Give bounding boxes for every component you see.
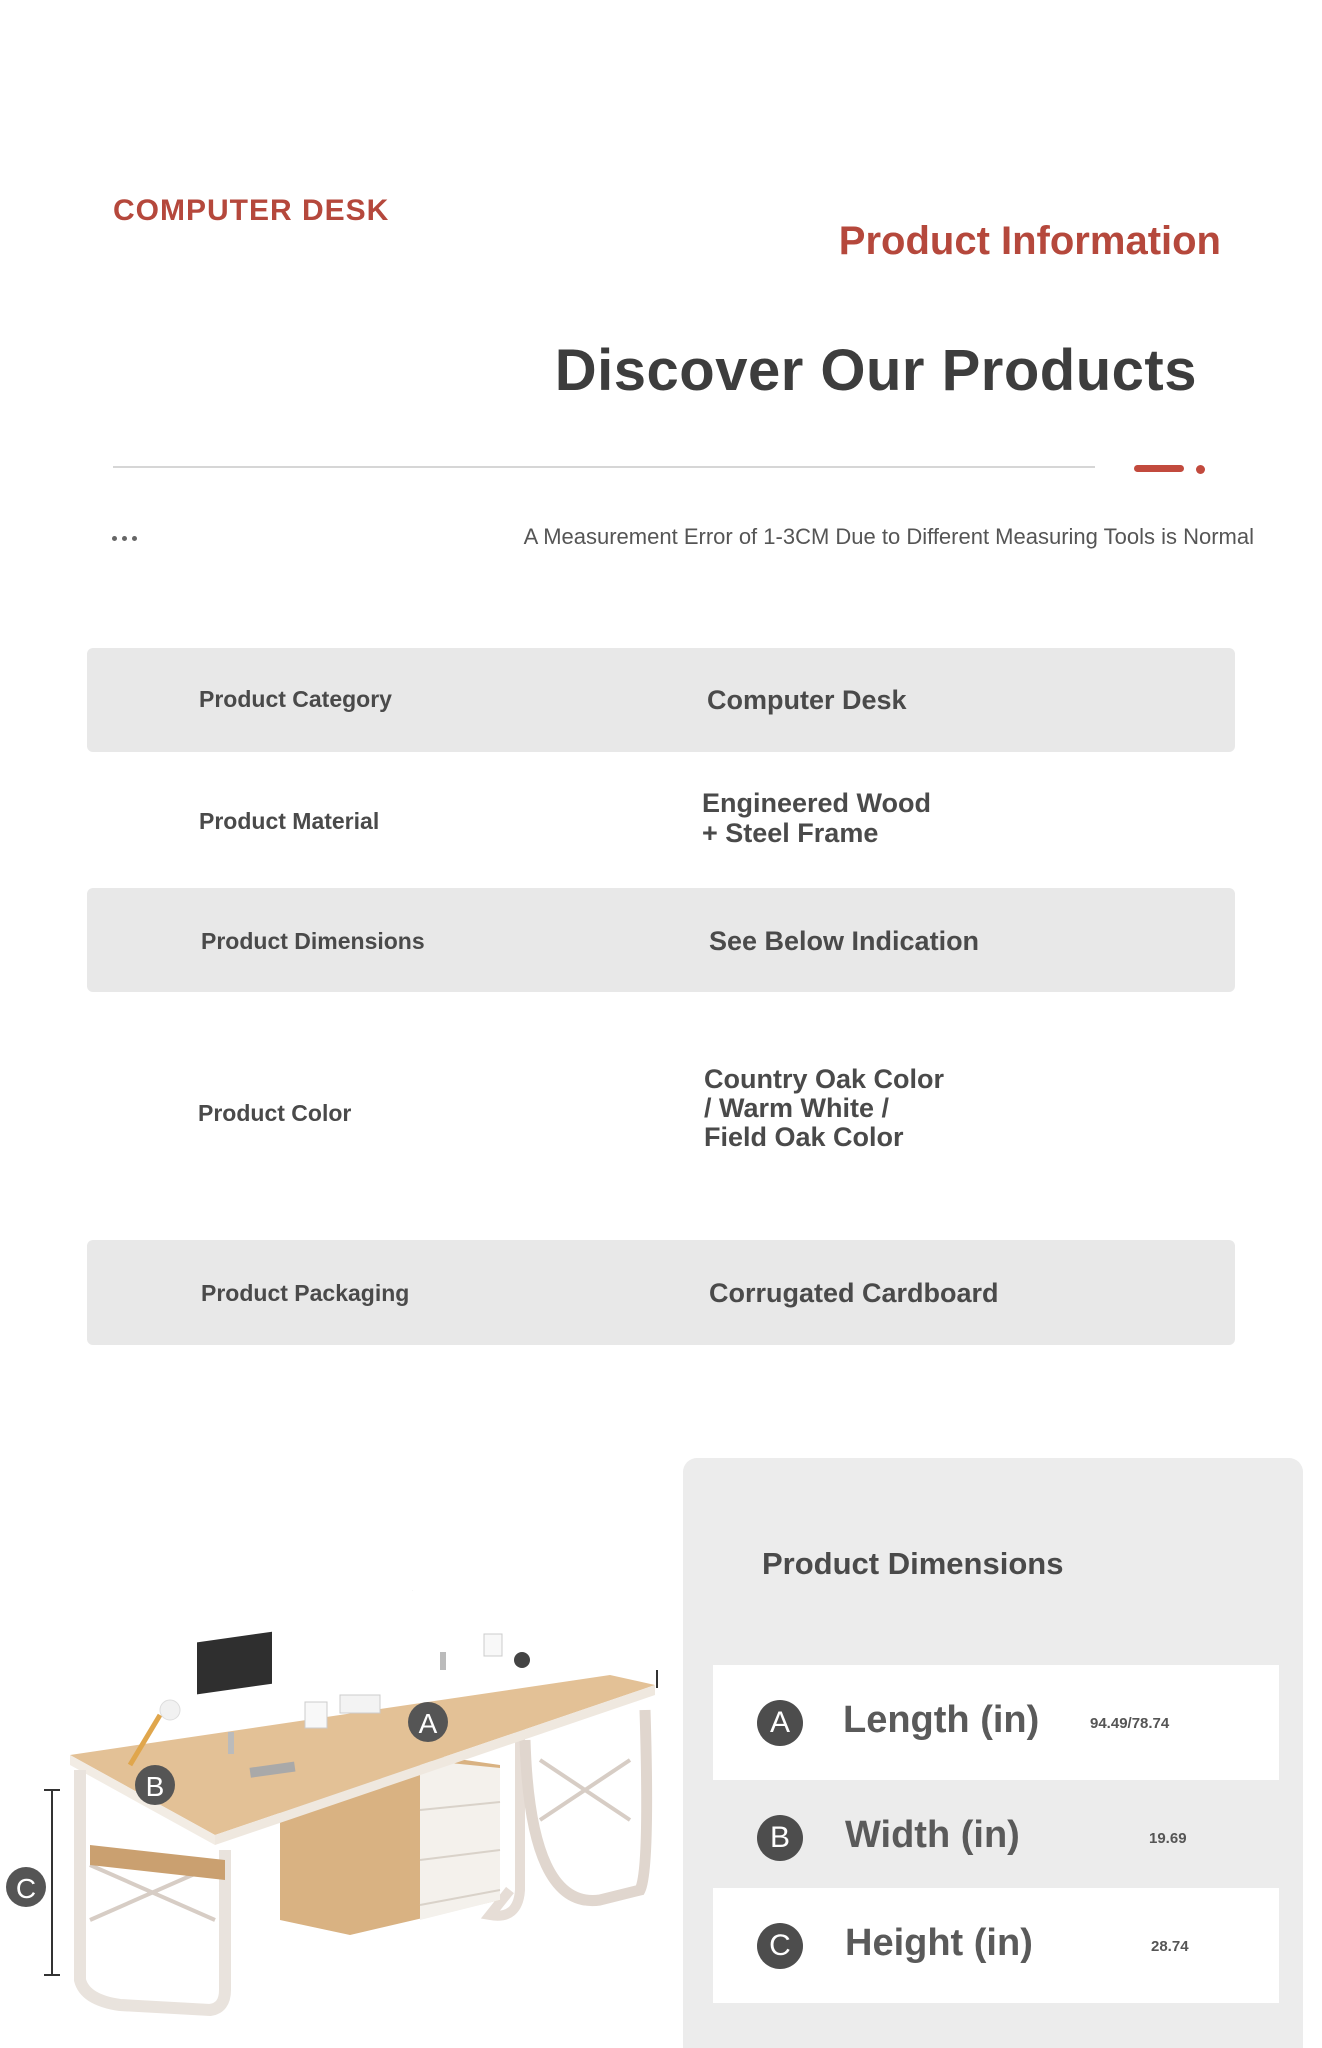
spec-row-material <box>87 770 1235 880</box>
lamp-head <box>160 1700 180 1720</box>
dimension-value: 28.74 <box>1151 1938 1189 1955</box>
monitor-left <box>197 1632 272 1695</box>
dimensions-title: Product Dimensions <box>762 1546 1064 1581</box>
accent-dot <box>1196 465 1205 474</box>
dimensions-panel <box>683 1458 1303 2048</box>
dimension-row-width <box>713 1780 1279 1895</box>
monitor-stand <box>440 1652 446 1670</box>
papers <box>340 1695 380 1713</box>
cabinet-drawers <box>420 1760 500 1920</box>
spec-value: Engineered Wood + Steel Frame <box>702 788 932 848</box>
spec-value: Corrugated Cardboard <box>709 1278 999 1308</box>
spec-row-dimensions <box>87 888 1235 992</box>
dimension-value: 19.69 <box>1149 1830 1187 1847</box>
spec-row-color <box>87 1040 1235 1200</box>
spec-row-packaging <box>87 1240 1235 1345</box>
monitor-stand <box>228 1732 234 1754</box>
desk-illustration <box>0 1590 680 2020</box>
spec-label: Product Material <box>199 808 380 834</box>
right-leg-frame <box>525 1710 647 1901</box>
spec-label: Product Category <box>199 686 392 712</box>
dimension-value: 94.49/78.74 <box>1090 1715 1170 1732</box>
callout-a-label: A <box>418 1708 438 1739</box>
section-title: Product Information <box>838 219 1221 263</box>
badge-a: A <box>757 1700 803 1746</box>
ellipsis-icon <box>112 536 137 541</box>
divider-line <box>113 466 1095 468</box>
photo-frame <box>484 1634 502 1656</box>
spec-label: Product Packaging <box>201 1280 410 1306</box>
spec-label: Product Color <box>198 1100 352 1126</box>
accent-dash <box>1134 465 1184 472</box>
callout-c-label: C <box>15 1873 37 1904</box>
dimension-row-height <box>713 1888 1279 2003</box>
callout-b-label: B <box>145 1771 165 1802</box>
page-headline: Discover Our Products <box>554 338 1197 403</box>
spec-value: Computer Desk <box>707 685 907 715</box>
measurement-note: A Measurement Error of 1-3CM Due to Different Measuring Tools is Normal <box>523 524 1254 549</box>
badge-b: B <box>757 1815 803 1861</box>
dimension-label: Length (in) <box>843 1699 1040 1741</box>
dimension-row-length <box>713 1665 1279 1780</box>
spec-label: Product Dimensions <box>201 928 425 954</box>
dimension-label: Height (in) <box>845 1922 1033 1964</box>
dimension-label: Width (in) <box>845 1814 1020 1856</box>
badge-c: C <box>757 1923 803 1969</box>
photo-frame <box>305 1702 327 1728</box>
clock <box>514 1652 530 1668</box>
spec-row-category <box>87 648 1235 752</box>
brand-title: COMPUTER DESK <box>113 194 390 227</box>
spec-value: See Below Indication <box>709 926 980 956</box>
spec-value: Country Oak Color / Warm White / Field Oak Color <box>704 1064 945 1152</box>
